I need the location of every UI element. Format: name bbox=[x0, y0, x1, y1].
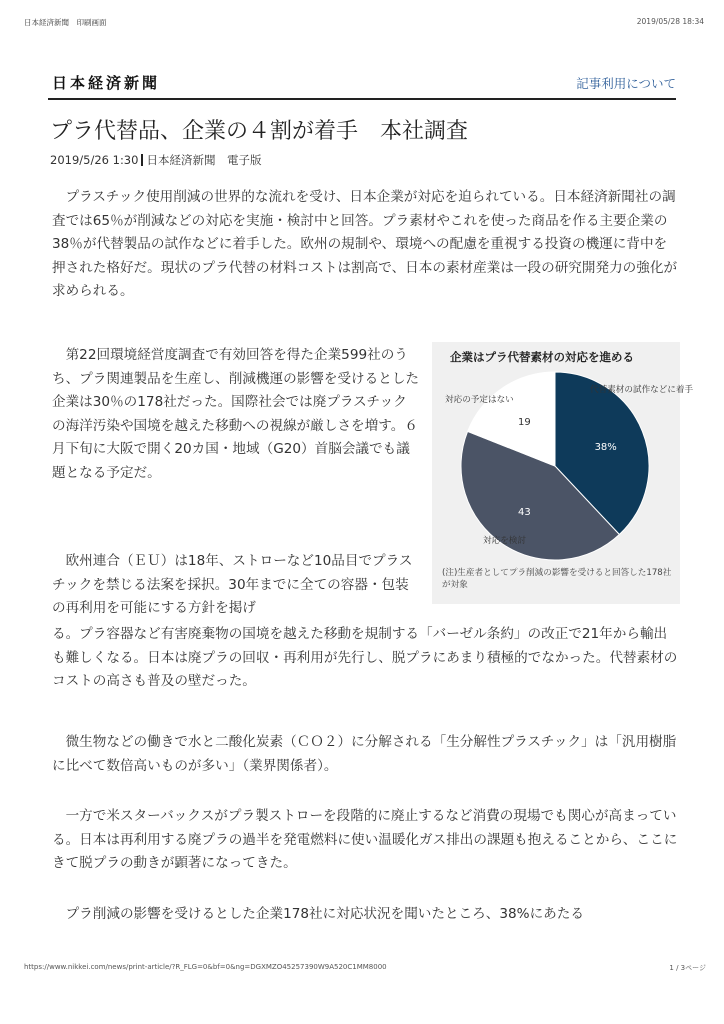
article-paragraph: プラスチック使用削減の世界的な流れを受け、日本企業が対応を迫られている。日本経済新聞社の調査では65％が削減などの対応を実施・検討中と回答。プラ素材やこれを使った商品を作る主要企業の38％が代替製品の試作などに着手した。欧州の規制や、環境への配慮を重視する投資の機運に背中を押された格好だ。現状のプラ代替の材料コストは割高で、日本の素材産業は一段の研究開発力の強化が求められる。 bbox=[52, 189, 678, 299]
print-header-title: 日本経済新聞 印刷画面 bbox=[24, 18, 107, 27]
article-paragraph: 微生物などの働きで水と二酸化炭素（ＣＯ２）に分解される「生分解性プラスチック」は「汎用樹脂に比べて数倍高いものが多い」（業界関係者）。 bbox=[52, 734, 677, 774]
slice-value-label: 19 bbox=[517, 416, 531, 428]
pie-chart bbox=[432, 342, 694, 604]
pie-chart-svg bbox=[432, 342, 680, 604]
article-usage-link[interactable]: 記事利用について bbox=[576, 76, 676, 91]
meta-separator bbox=[141, 154, 143, 166]
footer-page-number: 1 / 3ページ bbox=[669, 964, 706, 972]
article-meta bbox=[50, 152, 261, 168]
article-paragraph: プラ削減の影響を受けるとした企業178社に対応状況を聞いたところ、38%にあたる bbox=[65, 906, 584, 922]
article-date: 2019/5/26 1:30 bbox=[50, 153, 139, 167]
article-paragraph: 一方で米スターバックスがプラ製ストローを段階的に廃止するなど消費の現場でも関心が高まっている。日本は再利用する廃プラの過半を発電燃料に使い温暖化ガス排出の課題も抱えることから、ここにきて脱プラの動きが顕著になってきた。 bbox=[52, 808, 678, 871]
slice-value-label: 38% bbox=[594, 441, 617, 453]
article-source: 日本経済新聞 電子版 bbox=[146, 153, 262, 167]
legend-label-no-plan: 対応の予定はない bbox=[445, 395, 514, 405]
article-title: プラ代替品、企業の４割が着手 本社調査 bbox=[50, 119, 469, 144]
newspaper-logo: 日本経済新聞 bbox=[52, 74, 161, 92]
article-paragraph: 第22回環境経営度調査で有効回答を得た企業599社のうち、プラ関連製品を生産し、削減機運の影響を受けるとした企業は30％の178社だった。国際社会では廃プラスチックの海洋汚染や国境を越えた移動への視線が厳しさを増す。６月下旬に大阪で開く20カ国・地域（G20）首脳会議でも議題となる予定だ。 bbox=[52, 347, 420, 481]
chart-note: (注)生産者としてプラ削減の影響を受けると回答した178社が対象 bbox=[442, 568, 672, 590]
article-paragraph: る。プラ容器など有害廃棄物の国境を越えた移動を規制する「バーゼル条約」の改正で21年から輸出も難しくなる。日本は廃プラの回収・再利用が先行し、脱プラにあまり積極的でなかった。代替素材のコストの高さも普及の壁だった。 bbox=[52, 626, 678, 689]
slice-value-label: 43 bbox=[517, 507, 531, 519]
article-paragraph: 欧州連合（ＥＵ）は18年、ストローなど10品目でプラスチックを禁じる法案を採択。30年までに全ての容器・包装の再利用を可能にする方針を掲げ bbox=[52, 553, 413, 616]
legend-label-consider: 対応を検討 bbox=[483, 536, 526, 546]
header-divider bbox=[48, 98, 676, 100]
chart-title: 企業はプラ代替素材の対応を進める bbox=[450, 350, 634, 364]
footer-url: https://www.nikkei.com/news/print-article/?R_FLG=0&bf=0&ng=DGXMZO45257390W9A520C1MM8000 bbox=[24, 963, 387, 971]
print-header-timestamp: 2019/05/28 18:34 bbox=[636, 17, 704, 26]
legend-label-trial: 代替素材の試作などに着手 bbox=[590, 385, 694, 395]
